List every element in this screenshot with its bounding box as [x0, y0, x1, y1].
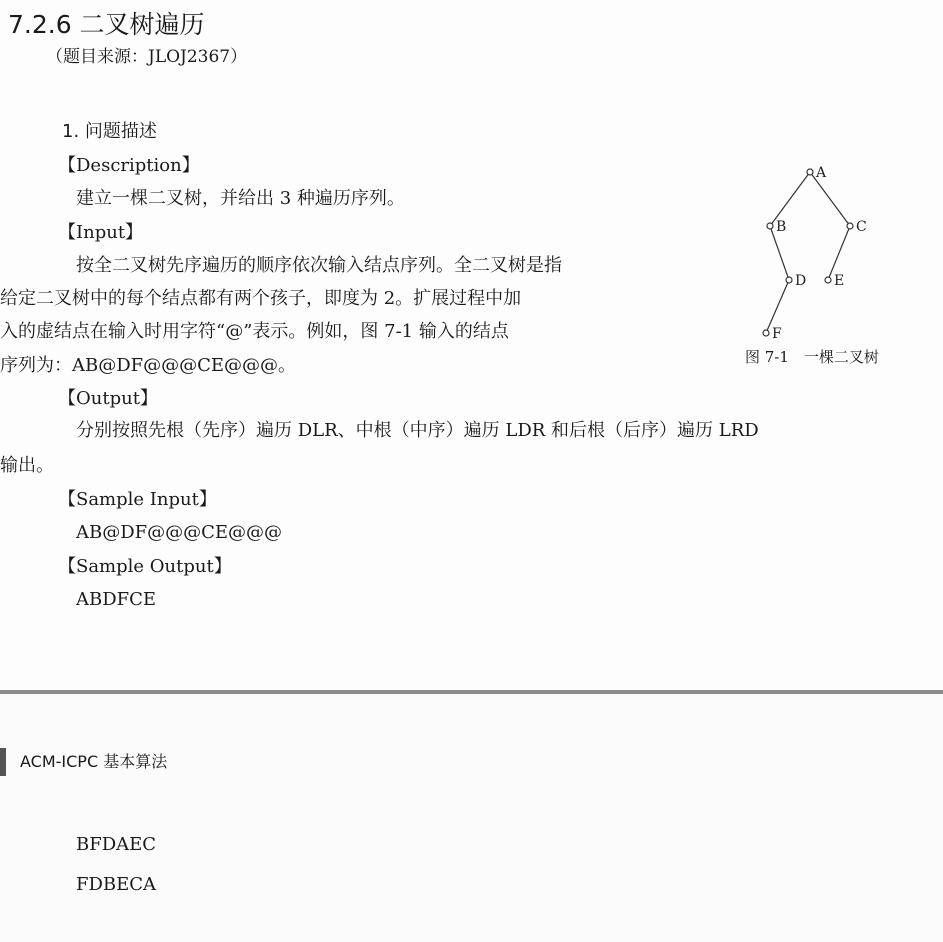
description-text: 建立一棵二叉树，并给出 3 种遍历序列。: [76, 188, 405, 209]
tree-node: [763, 330, 769, 336]
input-text-line: 入的虚结点在输入时用字符“@”表示。例如，图 7-1 输入的结点: [0, 321, 509, 342]
running-header: ACM-ICPC 基本算法: [20, 752, 168, 771]
input-text-line: 给定二叉树中的每个结点都有两个孩子，即度为 2。扩展过程中加: [0, 288, 522, 309]
section-title: 7.2.6 二叉树遍历: [8, 10, 205, 39]
sample-input: AB@DF@@@CE@@@: [76, 522, 283, 543]
sample-output-line: BFDAEC: [76, 834, 157, 855]
node-label: C: [856, 219, 867, 235]
figure-caption: 图 7-1 一棵二叉树: [745, 348, 879, 366]
sample-output-line: ABDFCE: [76, 589, 157, 610]
node-label: B: [776, 219, 787, 235]
output-text-line: 输出。: [0, 455, 54, 476]
node-label: A: [816, 165, 827, 181]
tree-node: [786, 277, 792, 283]
output-label: 【Output】: [58, 388, 158, 409]
problem-source: （题目来源：JLOJ2367）: [46, 47, 248, 67]
sample-input-label: 【Sample Input】: [58, 489, 217, 510]
tree-node: [847, 223, 853, 229]
input-text-line: 按全二叉树先序遍历的顺序依次输入结点序列。全二叉树是指: [76, 255, 562, 276]
next-page: [0, 694, 943, 942]
input-label: 【Input】: [58, 222, 144, 243]
sample-output-label: 【Sample Output】: [58, 556, 232, 577]
input-text-line: 序列为：AB@DF@@@CE@@@。: [0, 355, 297, 376]
description-label: 【Description】: [58, 155, 200, 176]
sample-output-line: FDBECA: [76, 874, 157, 895]
binary-tree-figure: [740, 155, 890, 345]
tree-node: [767, 223, 773, 229]
tree-node: [825, 277, 831, 283]
tree-node: [807, 169, 813, 175]
node-label: F: [772, 326, 782, 342]
node-label: E: [834, 273, 845, 289]
node-label: D: [795, 273, 807, 289]
output-text-line: 分别按照先根（先序）遍历 DLR、中根（中序）遍历 LDR 和后根（后序）遍历 LRD: [76, 420, 759, 441]
problem-heading: 1. 问题描述: [62, 121, 157, 142]
page-edge-marker: [0, 748, 6, 776]
